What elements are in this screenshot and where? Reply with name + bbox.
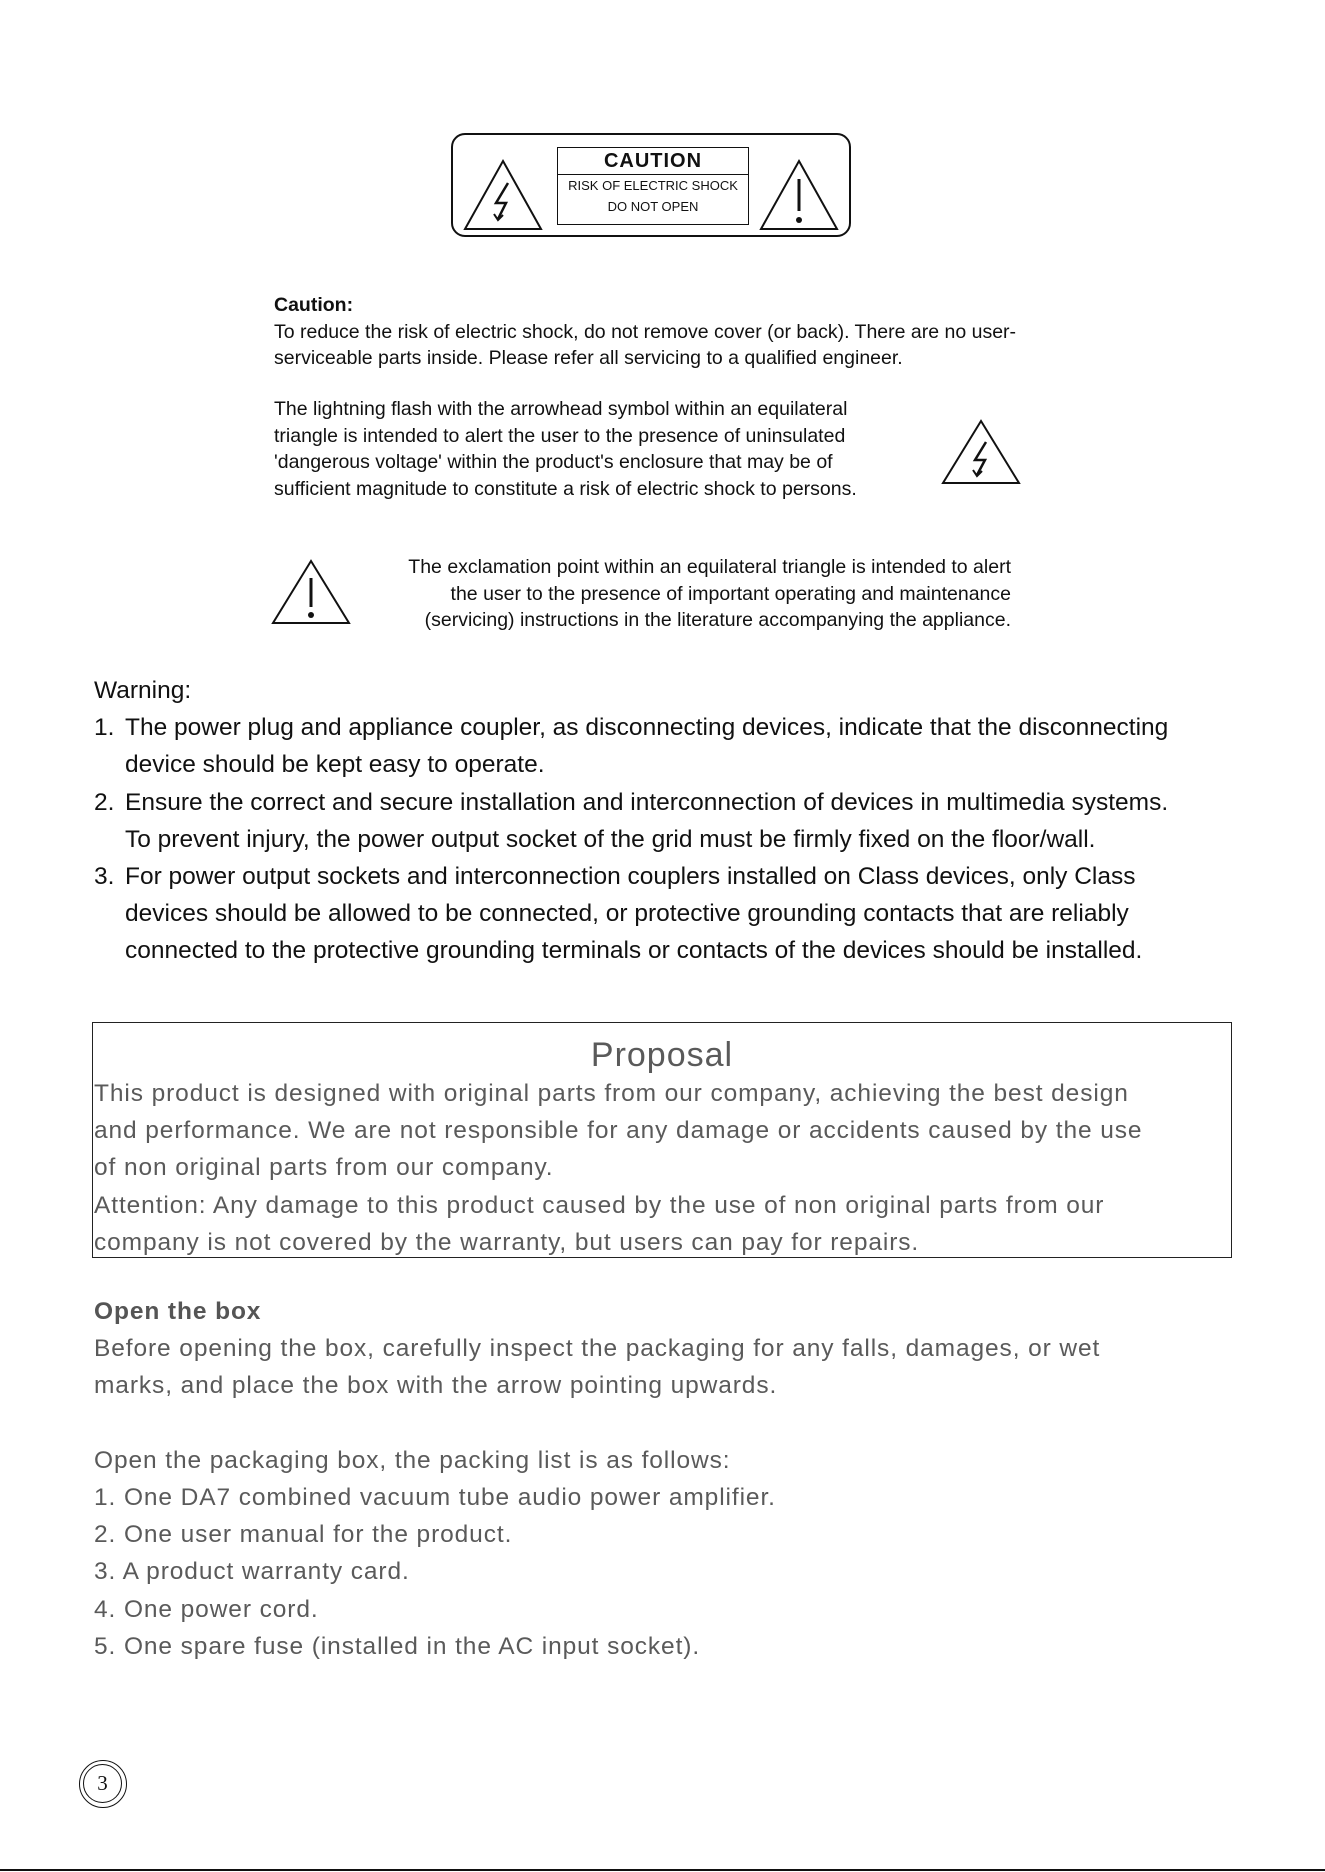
warning-section	[94, 672, 1244, 970]
bottom-rule	[0, 1869, 1325, 1871]
lightning-explanation	[274, 396, 924, 502]
packing-list-item: 2. One user manual for the product.	[94, 1521, 513, 1549]
packing-list-item: 5. One spare fuse (installed in the AC input socket).	[94, 1632, 701, 1660]
proposal-title: Proposal	[590, 1036, 734, 1074]
lightning-line: triangle is intended to alert the user to the presence of uninsulated	[274, 424, 846, 447]
exclamation-explanation	[350, 554, 1011, 634]
packing-list-item: 4. One power cord.	[94, 1595, 319, 1623]
lightning-line: sufficient magnitude to constitute a risk of electric shock to persons.	[274, 477, 857, 500]
warning-item-line: The power plug and appliance coupler, as disconnecting devices, indicate that the disconnecting	[125, 714, 1169, 742]
packing-list-item: 1. One DA7 combined vacuum tube audio power amplifier.	[94, 1484, 776, 1511]
caution-body: To reduce the risk of electric shock, do not remove cover (or back). There are no user-serviceable parts inside. Please refer all servicing to a qualified engineer.	[274, 320, 1017, 369]
lightning-triangle-icon	[461, 157, 545, 233]
exclamation-line: The exclamation point within an equilateral triangle is intended to alert	[408, 556, 1011, 578]
caution-section	[274, 292, 1054, 372]
warning-heading: Warning:	[94, 677, 192, 704]
caution-label-title: CAUTION	[558, 148, 748, 175]
caution-label-line-1: RISK OF ELECTRIC SHOCK	[568, 178, 738, 193]
lightning-triangle-icon	[940, 418, 1022, 486]
page-number-badge	[79, 1760, 127, 1808]
page-number: 3	[83, 1764, 122, 1803]
warning-item-line: device should be kept easy to operate.	[125, 751, 545, 779]
warning-item-line: connected to the protective grounding terminals or contacts of the devices should be installed.	[125, 937, 1143, 965]
caution-heading: Caution:	[274, 294, 354, 316]
open-box-section	[94, 1293, 1244, 1665]
caution-label-text	[557, 147, 749, 225]
warning-item-number: 1.	[94, 714, 115, 742]
caution-label	[451, 133, 851, 237]
lightning-line: The lightning flash with the arrowhead symbol within an equilateral	[274, 398, 848, 420]
warning-item-number: 2.	[94, 788, 115, 816]
exclamation-line: the user to the presence of important operating and maintenance	[450, 582, 1011, 605]
proposal-line: Attention: Any damage to this product caused by the use of non original parts from our	[94, 1191, 1105, 1219]
exclamation-triangle-icon	[757, 157, 841, 233]
open-box-intro-line: Before opening the box, carefully inspect the packaging for any falls, damages, or wet	[94, 1335, 1101, 1363]
proposal-line: and performance. We are not responsible for any damage or accidents caused by the use	[94, 1117, 1143, 1145]
open-box-intro-line: marks, and place the box with the arrow pointing upwards.	[94, 1372, 778, 1400]
warning-item-line: devices should be allowed to be connected, or protective grounding contacts that are reliably	[125, 900, 1129, 928]
exclamation-triangle-icon	[270, 558, 352, 626]
warning-item-line: Ensure the correct and secure installation and interconnection of devices in multimedia systems.	[125, 788, 1169, 816]
warning-item-line: To prevent injury, the power output socket of the grid must be firmly fixed on the floor/wall.	[125, 825, 1096, 853]
open-box-heading: Open the box	[94, 1298, 262, 1325]
caution-label-line-2: DO NOT OPEN	[607, 199, 699, 214]
exclamation-line: (servicing) instructions in the literature accompanying the appliance.	[424, 609, 1011, 631]
packing-list-item: 3. A product warranty card.	[94, 1558, 410, 1586]
proposal-line: of non original parts from our company.	[94, 1154, 554, 1182]
proposal-line: company is not covered by the warranty, but users can pay for repairs.	[94, 1228, 920, 1256]
warning-item-number: 3.	[94, 863, 115, 891]
proposal-line: This product is designed with original parts from our company, achieving the best design	[94, 1080, 1129, 1107]
warning-item	[94, 784, 1244, 858]
warning-item	[94, 709, 1244, 783]
proposal-box	[92, 1022, 1232, 1258]
lightning-line: 'dangerous voltage' within the product's enclosure that may be of	[274, 451, 833, 473]
warning-item	[94, 858, 1244, 970]
warning-item-line: For power output sockets and interconnection couplers installed on Class devices, only Class	[125, 863, 1136, 891]
packing-list-title: Open the packaging box, the packing list is as follows:	[94, 1446, 731, 1474]
